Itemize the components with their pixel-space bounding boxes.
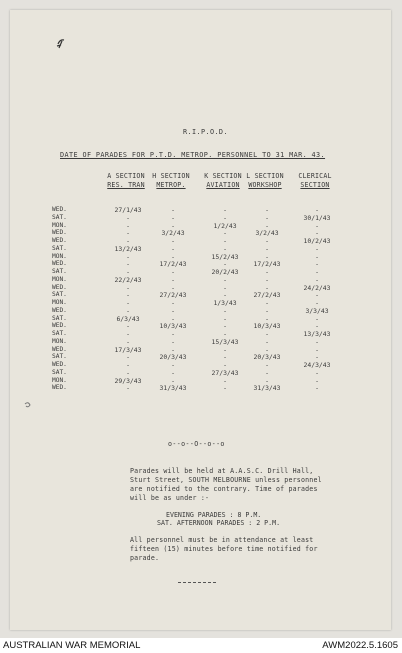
schedule-cell: 3/2/43	[255, 229, 279, 238]
column-header-line2: RES. TRAN	[107, 181, 145, 189]
schedule-cell: -	[171, 237, 175, 245]
row-day: MON.	[52, 252, 67, 260]
ink-mark-icon	[54, 36, 68, 50]
schedule-cell: -	[171, 306, 175, 315]
schedule-cell: -	[223, 260, 227, 269]
archive-footer	[0, 639, 402, 653]
archive-reference: AWM2022.5.1605	[322, 640, 398, 651]
column-header-line2: WORKSHOP	[248, 181, 282, 189]
schedule-cell: -	[126, 361, 130, 369]
schedule-cell: -	[315, 368, 319, 377]
schedule-cell: 20/3/43	[253, 353, 281, 362]
column-header-line1: CLERICAL	[298, 172, 332, 180]
column-header-line1: L SECTION	[246, 172, 284, 180]
row-day: SAT.	[52, 291, 67, 299]
schedule-cell: -	[171, 213, 175, 222]
schedule-cell: 13/3/43	[303, 330, 331, 338]
row-day: SAT.	[52, 353, 67, 361]
schedule-cell: -	[315, 268, 319, 276]
schedule-cell: -	[223, 275, 227, 284]
schedule-cell: -	[126, 291, 130, 300]
schedule-cell: -	[171, 268, 175, 276]
row-day: WED.	[52, 345, 67, 353]
schedule-cell: -	[126, 368, 130, 377]
schedule-cell: -	[223, 353, 227, 362]
schedule-cell: -	[223, 384, 227, 393]
schedule-cell: -	[265, 376, 269, 385]
notice-paragraph	[130, 467, 345, 503]
schedule-cell: -	[265, 314, 269, 323]
schedule-cell: -	[171, 376, 175, 385]
schedule-cell: -	[171, 314, 175, 323]
attendance-line: parade.	[130, 554, 160, 562]
column-header	[147, 172, 195, 190]
document-subtitle: DATE OF PARADES FOR P.T.D. METROP. PERSONNEL TO 31 MAR. 43.	[60, 151, 326, 159]
punch-hole-mark-icon	[23, 400, 33, 410]
schedule-cell: -	[126, 229, 130, 238]
attendance-line: All personnel must be in attendance at least	[130, 536, 314, 544]
archive-source: AUSTRALIAN WAR MEMORIAL	[3, 640, 141, 651]
schedule-cell: -	[265, 206, 269, 214]
schedule-cell: -	[223, 330, 227, 338]
schedule-cell: -	[126, 213, 130, 222]
schedule-cell: 15/3/43	[211, 337, 239, 346]
schedule-cell: 17/2/43	[159, 260, 187, 269]
schedule-cell: -	[171, 275, 175, 284]
schedule-cell: 17/2/43	[253, 260, 281, 269]
schedule-cell: -	[265, 306, 269, 315]
schedule-cell: -	[265, 268, 269, 276]
column-header-line2: AVIATION	[206, 181, 240, 189]
schedule-cell: -	[315, 275, 319, 284]
schedule-cell: 20/2/43	[211, 268, 239, 276]
schedule-cell: 27/1/43	[114, 206, 142, 214]
column-header-line1: H SECTION	[152, 172, 190, 180]
row-day: MON.	[52, 299, 67, 306]
row-day: WED.	[52, 384, 67, 392]
schedule-cell: -	[315, 229, 319, 238]
schedule-cell: -	[223, 244, 227, 253]
schedule-cell: 3/2/43	[161, 229, 185, 238]
schedule-cell: -	[265, 299, 269, 307]
schedule-cell: -	[265, 345, 269, 354]
schedule-cell: -	[315, 221, 319, 230]
schedule-cell: -	[171, 244, 175, 253]
schedule-cell: 13/2/43	[114, 244, 142, 253]
schedule-cell: -	[265, 275, 269, 284]
schedule-cell: -	[223, 322, 227, 331]
schedule-cell: -	[126, 252, 130, 261]
schedule-cell: -	[126, 283, 130, 292]
schedule-cell: -	[315, 244, 319, 253]
notice-line: Parades will be held at A.A.S.C. Drill Hall,	[130, 467, 314, 475]
end-rule	[178, 582, 216, 583]
schedule-cell: 30/1/43	[303, 213, 331, 222]
schedule-cell: 10/3/43	[159, 322, 187, 331]
schedule-cell: -	[126, 353, 130, 362]
schedule-cell: -	[171, 299, 175, 307]
column-header	[241, 172, 289, 190]
schedule-cell: -	[223, 237, 227, 245]
attendance-paragraph	[130, 536, 345, 563]
document-title: R.I.P.O.D.	[183, 128, 228, 136]
column-header-line1: A SECTION	[107, 172, 145, 180]
schedule-cell: -	[315, 353, 319, 362]
row-day: WED.	[52, 322, 67, 330]
schedule-cell: -	[171, 221, 175, 230]
row-day: WED.	[52, 229, 67, 237]
schedule-cell: 20/3/43	[159, 353, 187, 362]
row-day: SAT.	[52, 244, 67, 252]
schedule-cell: -	[171, 361, 175, 369]
schedule-cell: -	[223, 361, 227, 369]
schedule-cell: 31/3/43	[159, 384, 187, 393]
column-header-line2: SECTION	[300, 181, 330, 189]
schedule-cell: -	[171, 252, 175, 261]
schedule-cell: 15/2/43	[211, 252, 239, 261]
schedule-cell: -	[265, 213, 269, 222]
schedule-cell: -	[265, 283, 269, 292]
schedule-cell: -	[126, 299, 130, 307]
schedule-cell: -	[126, 384, 130, 393]
schedule-cell: -	[315, 299, 319, 307]
row-day: WED.	[52, 361, 67, 368]
schedule-cell: -	[126, 322, 130, 331]
row-day: MON.	[52, 337, 67, 345]
row-day: SAT.	[52, 330, 67, 337]
schedule-cell: -	[315, 345, 319, 354]
schedule-cell: -	[265, 368, 269, 377]
schedule-cell: 22/2/43	[114, 275, 142, 284]
schedule-cell: -	[126, 221, 130, 230]
schedule-cell: -	[223, 345, 227, 354]
schedule-cell: -	[126, 260, 130, 269]
attendance-line: fifteen (15) minutes before time notified for	[130, 545, 318, 553]
notice-line: will be as under :-	[130, 494, 210, 502]
schedule-cell: 1/2/43	[213, 221, 237, 230]
schedule-cell: 27/2/43	[253, 291, 281, 300]
schedule-cell: -	[265, 252, 269, 261]
schedule-cell: -	[223, 206, 227, 214]
schedule-cell: 10/2/43	[303, 237, 331, 245]
schedule-cell: -	[171, 206, 175, 214]
schedule-cell: -	[126, 237, 130, 245]
schedule-cell: -	[315, 291, 319, 300]
row-day: MON.	[52, 376, 67, 384]
schedule-cell: -	[315, 384, 319, 393]
schedule-cell: 24/2/43	[303, 283, 331, 292]
column-header-line1: K SECTION	[204, 172, 242, 180]
schedule-cell: -	[126, 330, 130, 338]
schedule-cell: 17/3/43	[114, 345, 142, 354]
schedule-cell: -	[223, 283, 227, 292]
schedule-cell: -	[171, 283, 175, 292]
schedule-cell: -	[126, 268, 130, 276]
schedule-cell: 27/3/43	[211, 368, 239, 377]
schedule-cell: -	[126, 337, 130, 346]
parade-times	[157, 511, 357, 527]
schedule-cell: -	[223, 306, 227, 315]
row-day: SAT.	[52, 368, 67, 376]
saturday-parades: SAT. AFTERNOON PARADES : 2 P.M.	[157, 519, 281, 527]
schedule-cell: 27/2/43	[159, 291, 187, 300]
schedule-cell: -	[171, 330, 175, 338]
column-header-line2: METROP.	[156, 181, 186, 189]
schedule-cell: -	[223, 213, 227, 222]
schedule-cell: -	[265, 221, 269, 230]
schedule-cell: -	[315, 314, 319, 323]
schedule-cell: -	[265, 361, 269, 369]
schedule-cell: -	[171, 368, 175, 377]
schedule-cell: -	[223, 291, 227, 300]
column-header	[102, 172, 150, 190]
row-day: WED.	[52, 283, 67, 291]
schedule-cell: -	[315, 322, 319, 331]
row-day: MON.	[52, 221, 67, 229]
schedule-cell: -	[315, 252, 319, 261]
schedule-cell: 1/3/43	[213, 299, 237, 307]
schedule-cell: -	[265, 337, 269, 346]
schedule-cell: -	[315, 260, 319, 269]
notice-line: are notified to the contrary. Time of parades	[130, 485, 318, 493]
schedule-cell: -	[265, 330, 269, 338]
schedule-cell: -	[315, 337, 319, 346]
schedule-cell: -	[265, 237, 269, 245]
schedule-cell: -	[315, 376, 319, 385]
evening-parades: EVENING PARADES : 8 P.M.	[166, 511, 262, 519]
schedule-cell: -	[126, 306, 130, 315]
row-day: WED.	[52, 206, 67, 213]
row-day: WED.	[52, 237, 67, 244]
schedule-cell: -	[223, 229, 227, 238]
column-header	[199, 172, 247, 190]
schedule-cell: -	[171, 337, 175, 346]
schedule-cell: -	[315, 206, 319, 214]
section-divider: o--o--O--o--o	[168, 440, 225, 448]
notice-line: Sturt Street, SOUTH MELBOURNE unless personnel	[130, 476, 322, 484]
schedule-cell: 29/3/43	[114, 376, 142, 385]
schedule-cell: -	[223, 376, 227, 385]
column-header	[291, 172, 339, 190]
schedule-cell: 10/3/43	[253, 322, 281, 331]
schedule-cell: 24/3/43	[303, 361, 331, 369]
row-day: SAT.	[52, 213, 67, 221]
row-day: WED.	[52, 260, 67, 268]
schedule-cell: 31/3/43	[253, 384, 281, 393]
row-day: SAT.	[52, 314, 67, 322]
row-day: WED.	[52, 306, 67, 314]
schedule-cell: 3/3/43	[305, 306, 329, 315]
schedule-cell: -	[223, 314, 227, 323]
row-day: SAT.	[52, 268, 67, 275]
schedule-cell: -	[171, 345, 175, 354]
schedule-cell: -	[265, 244, 269, 253]
schedule-cell: 6/3/43	[116, 314, 140, 323]
row-day: MON.	[52, 275, 67, 283]
